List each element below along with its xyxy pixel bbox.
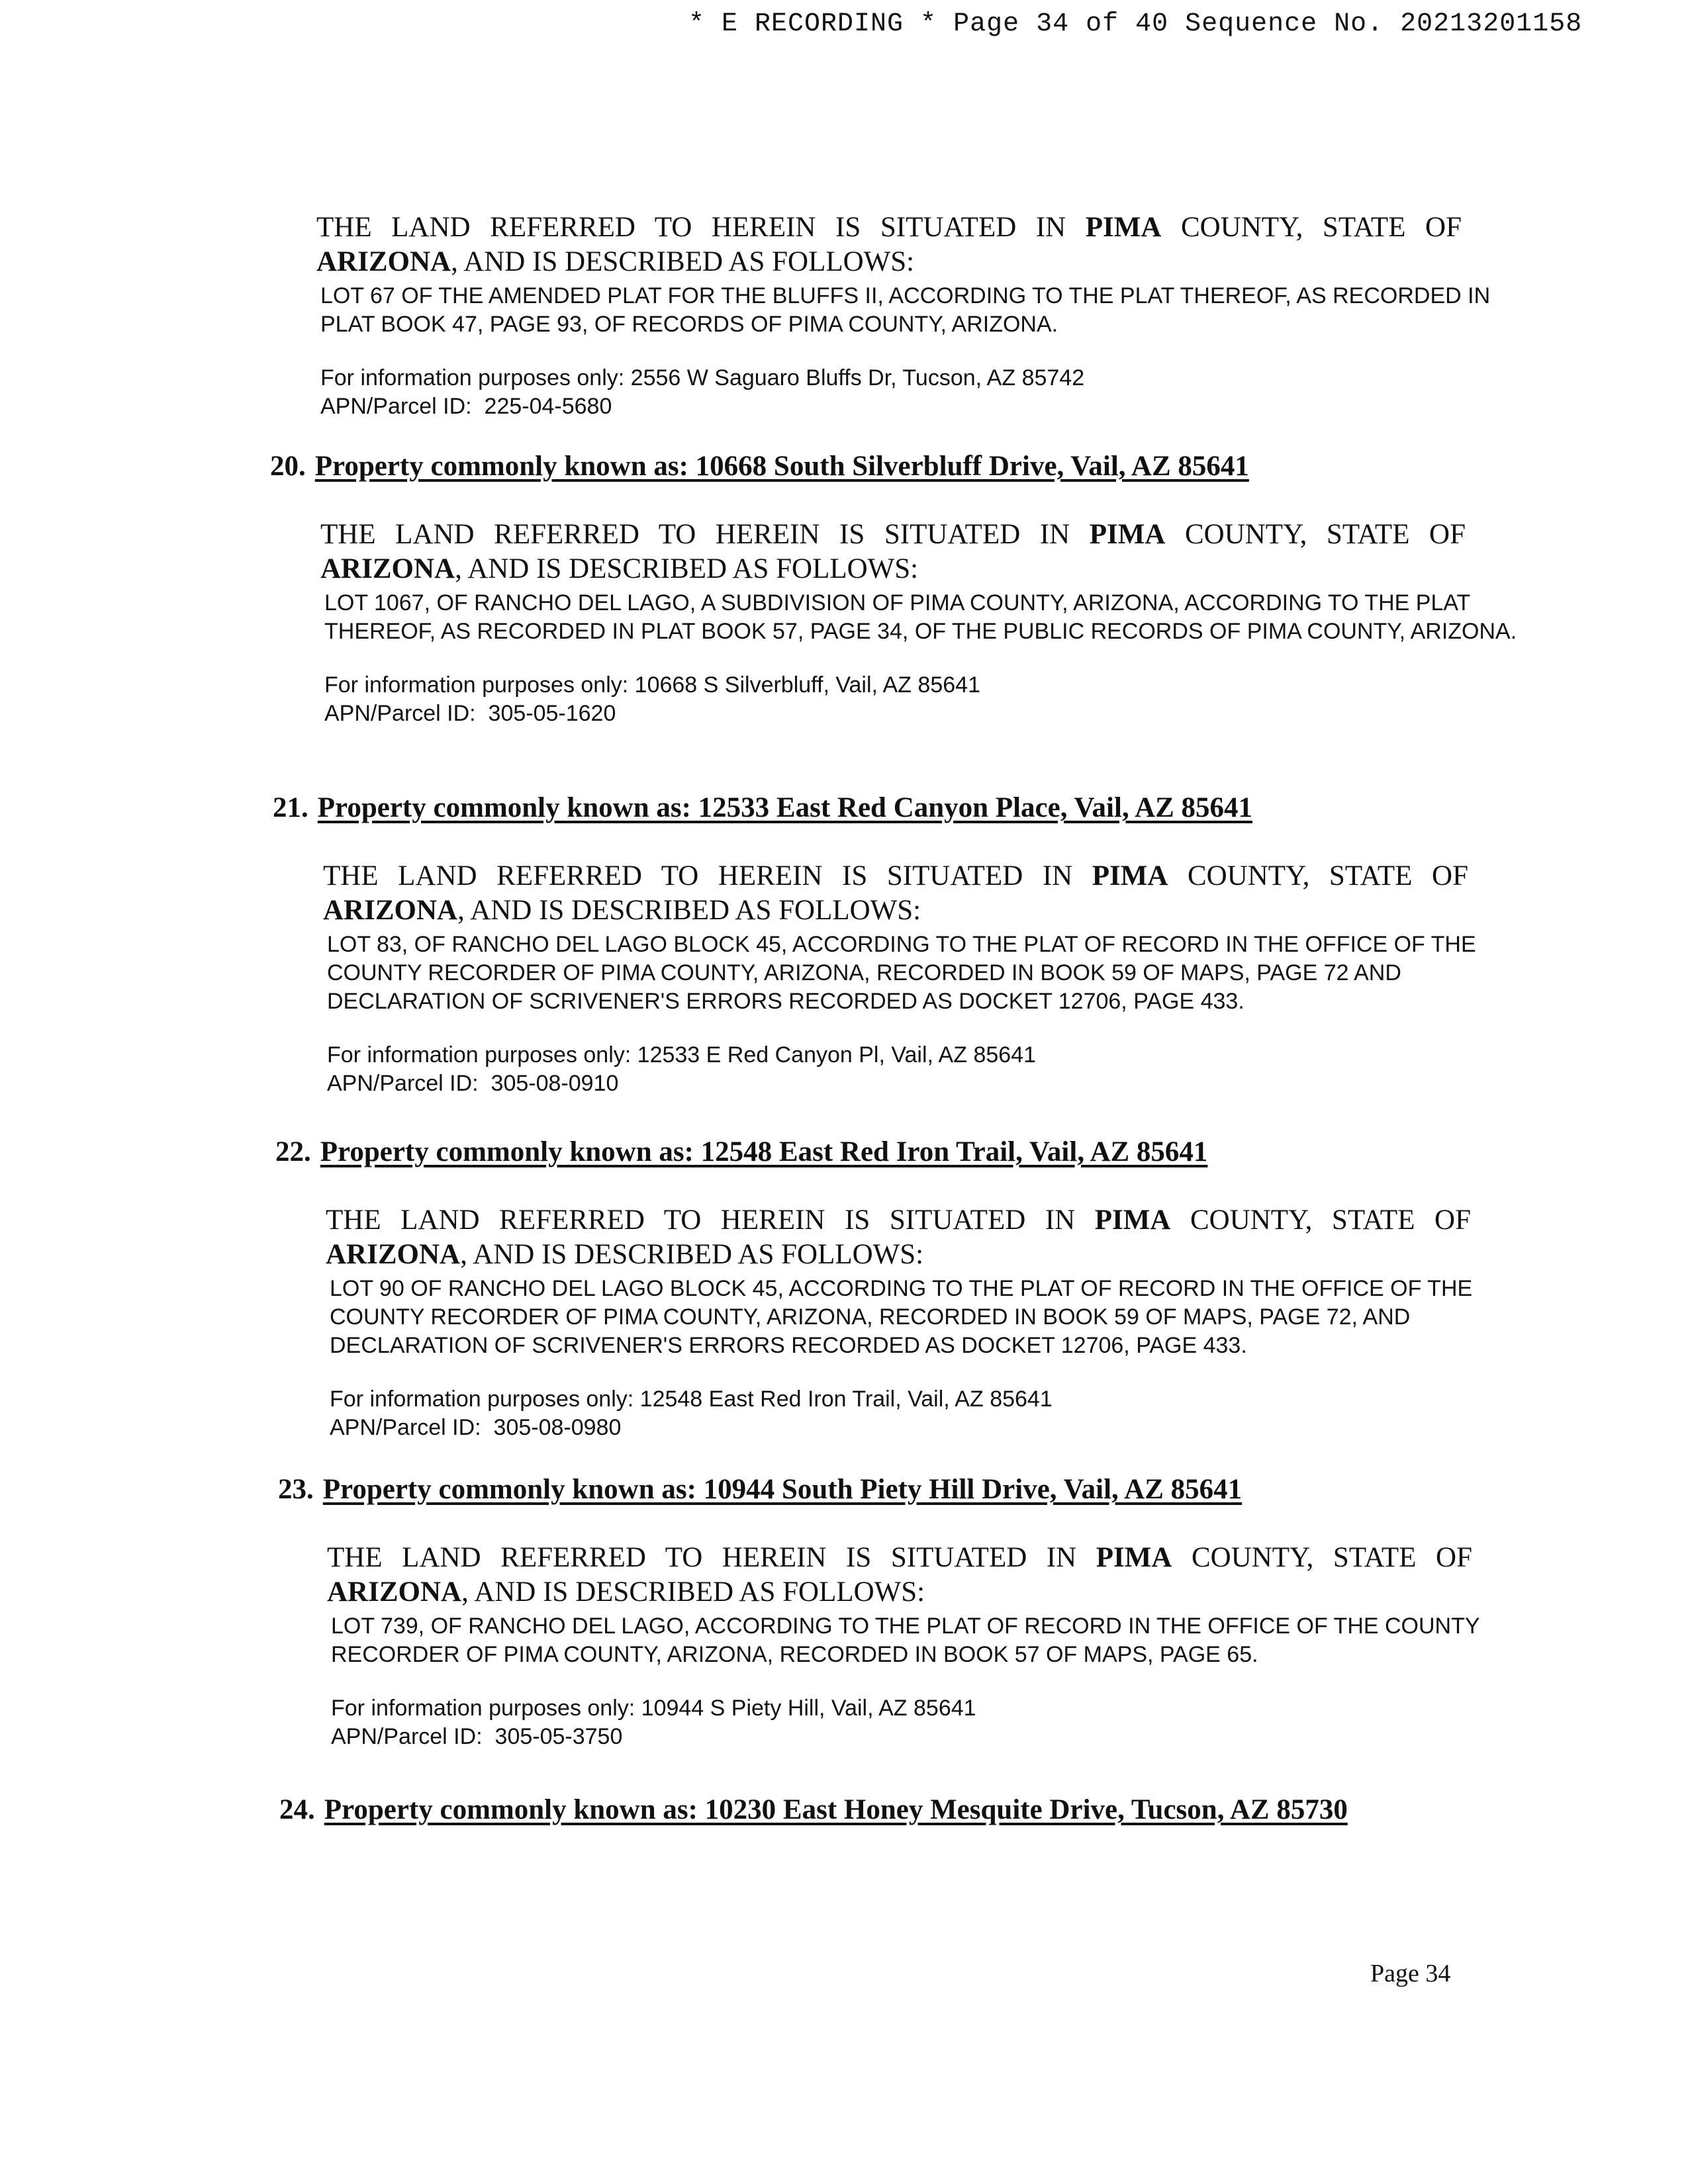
property-entry-19: [316, 210, 1545, 421]
property-heading: 20. Property commonly known as: 10668 South Silverbluff Drive, Vail, AZ 85641: [270, 451, 1249, 482]
info-block: For information purposes only: 2556 W Saguaro Bluffs Dr, Tucson, AZ 85742 APN/Parcel ID: 225-04-5680: [320, 365, 1085, 419]
situated-statement: THE LAND REFERRED TO HEREIN IS SITUATED IN PIMA COUNTY, STATE OF ARIZONA, AND IS DESCRIBED AS FOLLOWS:: [327, 1542, 1472, 1608]
recording-header: * E RECORDING * Page 34 of 40 Sequence No. 20213201158: [688, 9, 1583, 39]
property-entry-21: [273, 792, 1252, 824]
apn-value: 305-08-0980: [493, 1415, 622, 1440]
property-heading: 24. Property commonly known as: 10230 East Honey Mesquite Drive, Tucson, AZ 85730: [279, 1794, 1348, 1825]
info-block: For information purposes only: 12548 East Red Iron Trail, Vail, AZ 85641 APN/Parcel ID: 305-08-0980: [330, 1387, 1053, 1440]
property-entry-20: [270, 450, 1249, 482]
situated-statement: THE LAND REFERRED TO HEREIN IS SITUATED IN PIMA COUNTY, STATE OF ARIZONA, AND IS DESCRIBED AS FOLLOWS:: [326, 1205, 1471, 1270]
situated-statement: THE LAND REFERRED TO HEREIN IS SITUATED IN PIMA COUNTY, STATE OF ARIZONA, AND IS DESCRIBED AS FOLLOWS:: [323, 860, 1468, 926]
property-address: 2556 W Saguaro Bluffs Dr, Tucson, AZ 85742: [630, 365, 1085, 390]
legal-description: LOT 90 OF RANCHO DEL LAGO BLOCK 45, ACCORDING TO THE PLAT OF RECORD IN THE OFFICE OF THE COUNTY RECORDER OF PIMA COUNTY, ARIZONA, RECORDED IN BOOK 59 OF MAPS, PAGE 72, AND DECLARATION OF SCRIVENER'S ERRORS RECORDED AS DOCKET 12706, PAGE 433.: [330, 1276, 1473, 1358]
apn-value: 225-04-5680: [484, 394, 612, 419]
apn-value: 305-08-0910: [491, 1071, 619, 1096]
property-entry-23: [278, 1473, 1242, 1506]
page-number: Page 34: [1370, 1960, 1451, 1987]
property-heading: 21. Property commonly known as: 12533 East Red Canyon Place, Vail, AZ 85641: [273, 792, 1253, 823]
apn-value: 305-05-3750: [494, 1724, 623, 1749]
apn-value: 305-05-1620: [488, 701, 616, 726]
property-address: 10944 S Piety Hill, Vail, AZ 85641: [641, 1696, 976, 1721]
situated-statement: THE LAND REFERRED TO HEREIN IS SITUATED IN PIMA COUNTY, STATE OF ARIZONA, AND IS DESCRIBED AS FOLLOWS:: [316, 212, 1462, 277]
legal-description: LOT 67 OF THE AMENDED PLAT FOR THE BLUFFS II, ACCORDING TO THE PLAT THEREOF, AS RECORDED IN PLAT BOOK 47, PAGE 93, OF RECORDS OF PIMA COUNTY, ARIZONA.: [320, 283, 1491, 337]
property-heading: 22. Property commonly known as: 12548 East Red Iron Trail, Vail, AZ 85641: [275, 1136, 1208, 1167]
info-block: For information purposes only: 12533 E Red Canyon Pl, Vail, AZ 85641 APN/Parcel ID: 305-08-0910: [327, 1042, 1036, 1096]
property-address: 12533 E Red Canyon Pl, Vail, AZ 85641: [637, 1042, 1036, 1068]
legal-description: LOT 739, OF RANCHO DEL LAGO, ACCORDING TO THE PLAT OF RECORD IN THE OFFICE OF THE COUNTY RECORDER OF PIMA COUNTY, ARIZONA, RECORDED IN BOOK 57 OF MAPS, PAGE 65.: [331, 1614, 1479, 1667]
property-address: 10668 S Silverbluff, Vail, AZ 85641: [634, 672, 980, 698]
property-heading: 23. Property commonly known as: 10944 South Piety Hill Drive, Vail, AZ 85641: [278, 1474, 1243, 1505]
property-entry-24: [279, 1794, 1348, 1826]
info-block: For information purposes only: 10668 S Silverbluff, Vail, AZ 85641 APN/Parcel ID: 305-05-1620: [324, 672, 980, 726]
legal-description: LOT 83, OF RANCHO DEL LAGO BLOCK 45, ACCORDING TO THE PLAT OF RECORD IN THE OFFICE OF THE COUNTY RECORDER OF PIMA COUNTY, ARIZONA, RECORDED IN BOOK 59 OF MAPS, PAGE 72 AND DECLARATION OF SCRIVENER'S ERRORS RECORDED AS DOCKET 12706, PAGE 433.: [327, 932, 1476, 1014]
property-address: 12548 East Red Iron Trail, Vail, AZ 85641: [639, 1387, 1053, 1412]
legal-description: LOT 1067, OF RANCHO DEL LAGO, A SUBDIVISION OF PIMA COUNTY, ARIZONA, ACCORDING TO THE PLAT THEREOF, AS RECORDED IN PLAT BOOK 57, PAGE 34, OF THE PUBLIC RECORDS OF PIMA COUNTY, ARIZONA.: [324, 590, 1517, 644]
info-block: For information purposes only: 10944 S Piety Hill, Vail, AZ 85641 APN/Parcel ID: 305-05-3750: [331, 1696, 976, 1749]
property-entry-22: [275, 1136, 1207, 1168]
situated-statement: THE LAND REFERRED TO HEREIN IS SITUATED IN PIMA COUNTY, STATE OF ARIZONA, AND IS DESCRIBED AS FOLLOWS:: [320, 519, 1466, 584]
